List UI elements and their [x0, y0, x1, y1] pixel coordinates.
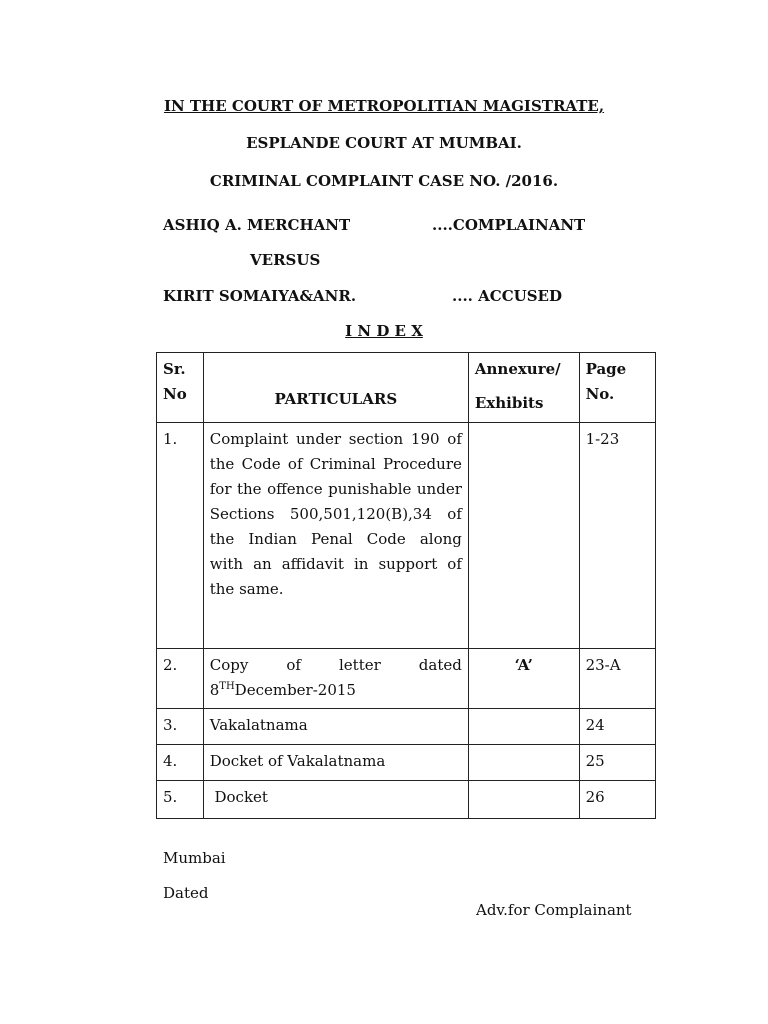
header-sr-no	[157, 353, 204, 423]
header-page-line1: Page	[585, 360, 627, 378]
footer-dated: Dated	[163, 884, 209, 902]
row2-date-rest: December-2015	[234, 681, 356, 699]
row4-particulars: Docket of Vakalatnama	[203, 745, 468, 781]
row2-page: 23-A	[579, 649, 655, 709]
table-header-row	[157, 353, 656, 423]
index-table	[156, 352, 656, 819]
table-row	[157, 423, 656, 649]
row1-sr: 1.	[157, 423, 204, 649]
header-annexure-line2: Exhibits	[474, 394, 544, 412]
row1-particulars: Complaint under section 190 of the Code of Criminal Procedure for the offence punishable under Sections 500,501,120(B),34 of the Indian Penal Code along with an affidavit in support of the same.	[203, 423, 468, 649]
row5-page: 26	[579, 781, 655, 819]
row4-sr: 4.	[157, 745, 204, 781]
row2-particulars	[203, 649, 468, 709]
header-sr-line1: Sr.	[163, 360, 186, 378]
header-annexure	[468, 353, 579, 423]
header-page-line2: No.	[585, 385, 615, 403]
row3-annexure	[468, 709, 579, 745]
accused-role: .... ACCUSED	[452, 287, 562, 305]
row5-annexure	[468, 781, 579, 819]
row2-date-day: 8	[209, 681, 220, 699]
row1-annexure	[468, 423, 579, 649]
row2-annexure: ‘A’	[468, 649, 579, 709]
court-heading-line2: ESPLANDE COURT AT MUMBAI.	[246, 134, 522, 152]
row2-particulars-line1: Copy of letter dated	[209, 656, 462, 674]
table-row	[157, 745, 656, 781]
header-annexure-line1: Annexure/	[474, 360, 561, 378]
accused-name: KIRIT SOMAIYA&ANR.	[163, 287, 357, 305]
row2-sr: 2.	[157, 649, 204, 709]
row3-particulars: Vakalatnama	[203, 709, 468, 745]
row3-page: 24	[579, 709, 655, 745]
row2-date-suffix: TH	[219, 681, 235, 692]
header-sr-line2: No	[163, 385, 187, 403]
row5-particulars: Docket	[203, 781, 468, 819]
court-heading-line1: IN THE COURT OF METROPOLITIAN MAGISTRATE,	[163, 97, 605, 115]
header-particulars	[203, 353, 468, 423]
case-number-line: CRIMINAL COMPLAINT CASE NO. /2016.	[209, 172, 559, 190]
index-title: I N D E X	[345, 322, 423, 340]
row4-annexure	[468, 745, 579, 781]
table-row	[157, 649, 656, 709]
row1-page: 1-23	[579, 423, 655, 649]
row3-sr: 3.	[157, 709, 204, 745]
complainant-role: ....COMPLAINANT	[432, 216, 586, 234]
row5-sr: 5.	[157, 781, 204, 819]
footer-signature: Adv.for Complainant	[476, 901, 632, 919]
header-page-no	[579, 353, 655, 423]
table-row	[157, 781, 656, 819]
table-row	[157, 709, 656, 745]
row2-particulars-line2	[210, 678, 462, 703]
header-particulars-label: PARTICULARS	[274, 390, 398, 408]
complainant-name: ASHIQ A. MERCHANT	[163, 216, 351, 234]
row4-page: 25	[579, 745, 655, 781]
versus-label: VERSUS	[250, 251, 321, 269]
footer-place: Mumbai	[163, 849, 226, 867]
